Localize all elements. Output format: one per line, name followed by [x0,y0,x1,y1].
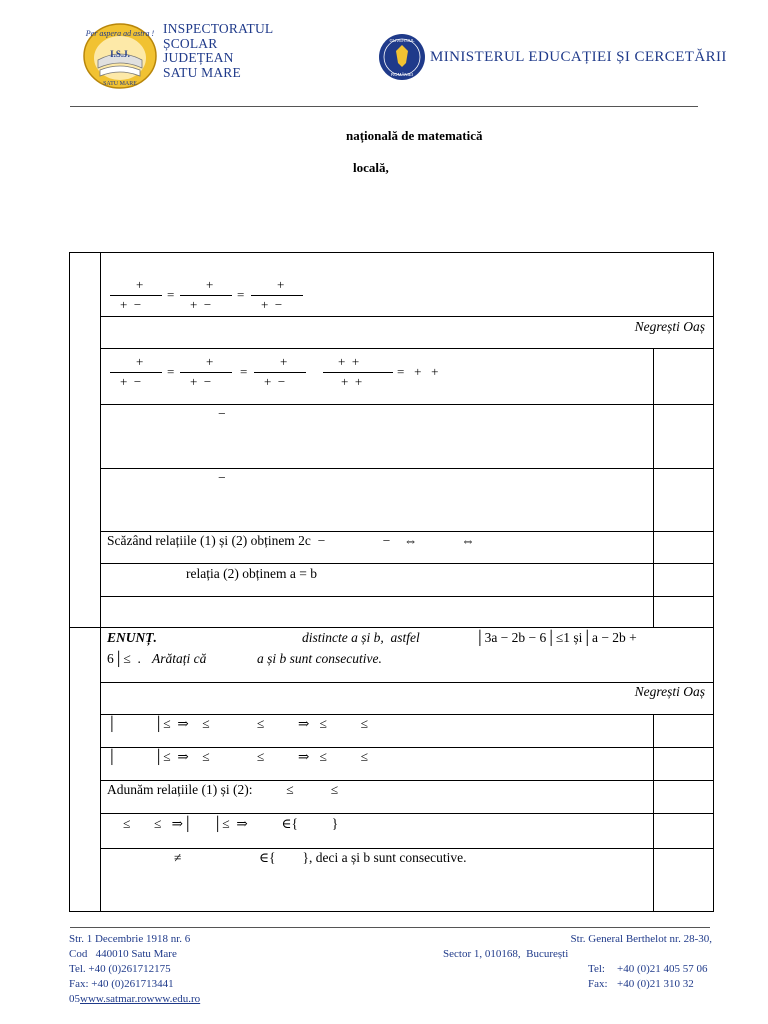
equals: = [167,287,175,302]
fraction-bar [251,295,303,296]
denominator: + − [120,374,142,389]
row-line [100,682,713,683]
denominator: + − [190,297,212,312]
numerator: + [277,277,285,292]
footer-tel: Tel. +40 (0)261712175 [69,963,171,975]
footer-links-prefix: 05 [69,993,80,1005]
denominator: + − [190,374,212,389]
numerator: + [206,277,214,292]
fraction-bar [323,372,393,373]
add-relations-line: Adunăm relațiile (1) și (2): ≤ ≤ [107,782,339,797]
fraction-bar [180,372,232,373]
minus-sign-1: − [218,406,226,421]
fraction-bar [180,295,232,296]
row-line [100,468,713,469]
row-line [100,780,713,781]
footer-right-address-1: Str. General Berthelot nr. 28-30, [570,933,712,945]
header-divider [70,106,698,107]
solution-table [69,252,714,912]
svg-text:SATU MARE: SATU MARE [103,81,137,87]
row-line [100,714,713,715]
problem2-line2: Arătați că a și b sunt consecutive. [152,651,382,666]
row-line [100,813,713,814]
footer-fax: Fax: +40 (0)261713441 [69,978,174,990]
row-line [100,747,713,748]
subtract-relations-line: Scăzând relațiile (1) și (2) obținem 2c − − ⇔ ⇔ [107,533,475,548]
footer-right-fax: +40 (0)21 310 32 [617,978,694,990]
row-line [100,848,713,849]
footer-divider [70,927,710,928]
svg-text:GUVERNUL: GUVERNUL [389,38,415,43]
enunt-label: ENUNȚ. [107,630,157,645]
conclusion-line: ≠ ∈{ }, deci a și b sunt consecutive. [174,850,467,865]
relation-line: relația (2) obținem a = b [186,566,317,581]
numerator: + [136,354,144,369]
government-seal-icon [378,33,426,81]
problem2-line2-start: 6│≤ . [107,651,145,666]
isj-line-4: SATU MARE [163,64,241,80]
numerator: + + [338,354,360,369]
row-line [100,563,713,564]
isj-logo [82,22,158,90]
isj-name [163,22,273,80]
footer-links [69,993,200,1005]
title-line-2: locală, [353,160,389,175]
numerator: + [280,354,288,369]
isj-line-1: INSPECTORATUL [163,21,274,36]
equals: = [167,364,175,379]
link-edu[interactable]: www.edu.ro [146,993,201,1005]
row-line [100,596,713,597]
problem2-statement-part: distincte a și b, astfel [302,630,420,645]
footer-right-address-2: Sector 1, 010168, București [443,948,569,960]
denominator: + − [264,374,286,389]
fraction-bar [254,372,306,373]
footer-right-tel: +40 (0)21 405 57 06 [617,963,708,975]
footer-address-1: Str. 1 Decembrie 1918 nr. 6 [69,933,191,945]
problem2-inequality: │3a − 2b − 6│≤1 și│a − 2b + [475,630,637,645]
ministry-name: MINISTERUL EDUCAȚIEI ȘI CERCETĂRII [430,49,727,65]
implies-line: ≤ ≤ ⇒│ │≤ ⇒ ∈{ } [123,816,339,831]
footer-right-tel-label: Tel: [588,963,605,975]
denominator: + − [261,297,283,312]
equals: = [237,287,245,302]
fraction-bar [110,372,162,373]
svg-text:Per aspera ad astra !: Per aspera ad astra ! [85,29,155,38]
denominator: + + [341,374,363,389]
equation-tail: = + + [397,364,439,379]
isj-line-2: ȘCOLAR [163,35,218,51]
equals: = [240,364,248,379]
link-satmar[interactable]: www.satmar.ro [80,993,147,1005]
svg-text:ROMÂNIEI: ROMÂNIEI [390,72,414,77]
denominator: + − [120,297,142,312]
footer-address-2: Cod 440010 Satu Mare [69,948,177,960]
score-column-divider-1 [653,348,654,627]
minus-sign-2: − [218,470,226,485]
section-line [70,627,713,628]
problem1-author: Negrești Oaș [634,319,705,334]
problem2-author: Negrești Oaș [634,684,705,699]
title-line-1: națională de matematică [346,128,483,143]
inequality-line-1: │ │≤ ⇒ ≤ ≤ ⇒ ≤ ≤ [107,716,369,731]
svg-text:I.S.J.: I.S.J. [110,49,130,59]
inequality-line-2: │ │≤ ⇒ ≤ ≤ ⇒ ≤ ≤ [107,749,369,764]
fraction-bar [110,295,162,296]
row-line [100,316,713,317]
row-line [100,531,713,532]
footer-right-fax-label: Fax: [588,978,608,990]
numerator: + [136,277,144,292]
isj-line-3: JUDEȚEAN [163,50,234,65]
row-line [100,404,713,405]
numerator: + [206,354,214,369]
problem2-statement [107,630,157,646]
row-line [100,348,713,349]
